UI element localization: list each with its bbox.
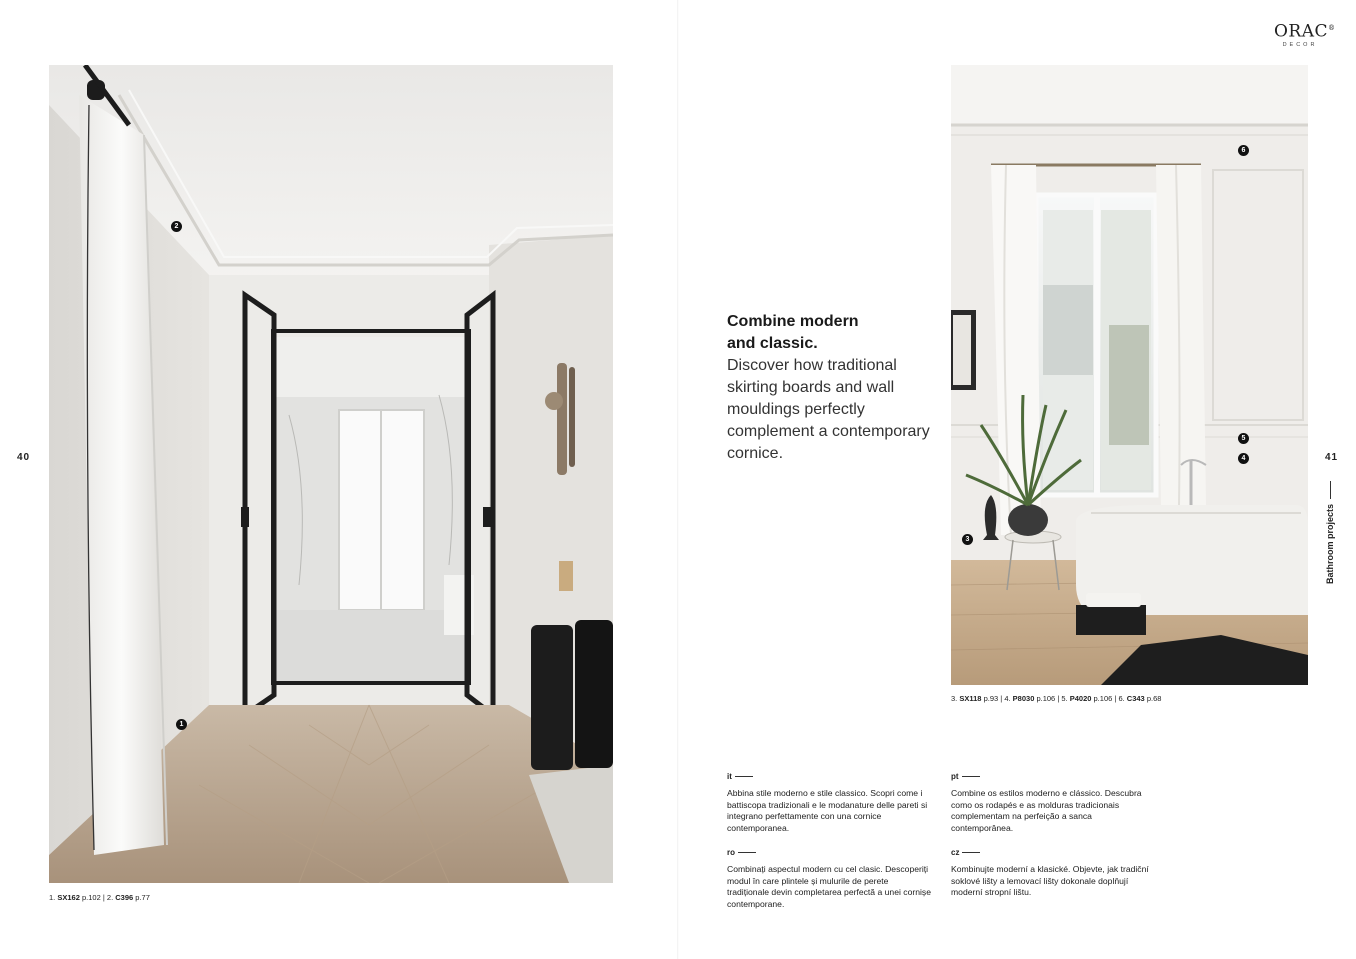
caption-code: C343 [1126,694,1145,703]
marker-2: 2 [171,221,182,232]
caption-page: p.93 [983,694,999,703]
translation-it [727,771,932,834]
caption-page: p.68 [1146,694,1162,703]
lang-text-cz: Kombinujte moderní a klasické. Objevte, jak tradiční soklové lišty a lemovací lišty dokonale doplňují moderní stropní lištu. [951,864,1149,898]
caption-page: p.102 [81,893,101,902]
lang-text-it: Abbina stile moderno e stile classico. Scopri come i battiscopa tradizionali e le modanature delle pareti si integrano perfettamente con una cornice contemporanea. [727,788,928,833]
caption-page: p.77 [135,893,150,902]
headline-body-2: skirting boards and wall [727,379,895,396]
lang-dash [962,776,980,777]
caption-separator: | [1114,694,1119,703]
page-gutter [677,0,679,959]
lang-code-it: it [727,772,732,781]
caption-separator: | [1000,694,1005,703]
caption-code: P8030 [1012,694,1035,703]
caption-right [951,694,1161,703]
caption-code: SX162 [57,893,80,902]
lang-dash [738,852,756,853]
lang-code-cz: cz [951,848,960,857]
page-number-left: 40 [17,452,31,463]
caption-left [49,893,150,902]
bathroom-photo [951,65,1308,685]
caption-page: p.106 [1036,694,1056,703]
lang-dash [962,852,980,853]
lang-text-pt: Combine os estilos moderno e clássico. Descubra como os rodapés e as molduras tradicionais complementam na perfeição a sanca contemporânea. [951,788,1142,833]
marker-4: 4 [1238,453,1249,464]
marker-5: 5 [1238,433,1249,444]
hallway-photo [49,65,613,883]
caption-num: 3. [951,694,958,703]
headline-bold-1: Combine modern [727,313,859,330]
caption-code: P4020 [1069,694,1092,703]
caption-num: 1. [49,893,56,902]
caption-num: 2. [106,893,114,902]
side-label-line [1330,481,1331,499]
marker-3: 3 [962,534,973,545]
marker-6: 6 [1238,145,1249,156]
caption-num: 5. [1061,694,1068,703]
side-label-text: Bathroom projects [1325,503,1335,584]
registered-mark: ® [1328,24,1336,32]
lang-code-pt: pt [951,772,959,781]
orac-decor-logo [1274,20,1336,48]
caption-code: SX118 [959,694,982,703]
headline-body-1: Discover how traditional [727,357,897,374]
caption-separator: | [102,893,107,902]
lang-dash [735,776,753,777]
section-side-label [1325,496,1339,596]
caption-separator: | [1057,694,1062,703]
page-number-right: 41 [1325,452,1339,463]
marker-1: 1 [176,719,187,730]
headline-body-5: cornice. [727,445,784,462]
headline-block [727,311,947,465]
headline-body-4: complement a contemporary [727,423,930,440]
headline-bold-2: and classic. [727,335,818,352]
lang-code-ro: ro [727,848,735,857]
translation-ro [727,847,932,910]
logo-brand: ORAC [1274,21,1329,42]
caption-num: 4. [1004,694,1011,703]
headline-body-3: mouldings perfectly [727,401,865,418]
lang-text-ro: Combinați aspectul modern cu cel clasic. Descoperiți modul în care plintele și mulurile de perete tradiționale devin completarea perfectă a unei cornișe contemporane. [727,864,931,909]
caption-num: 6. [1118,694,1125,703]
translation-cz [951,847,1156,899]
caption-code: C396 [115,893,134,902]
translation-pt [951,771,1156,834]
logo-sub: DECOR [1282,41,1318,48]
caption-page: p.106 [1093,694,1113,703]
